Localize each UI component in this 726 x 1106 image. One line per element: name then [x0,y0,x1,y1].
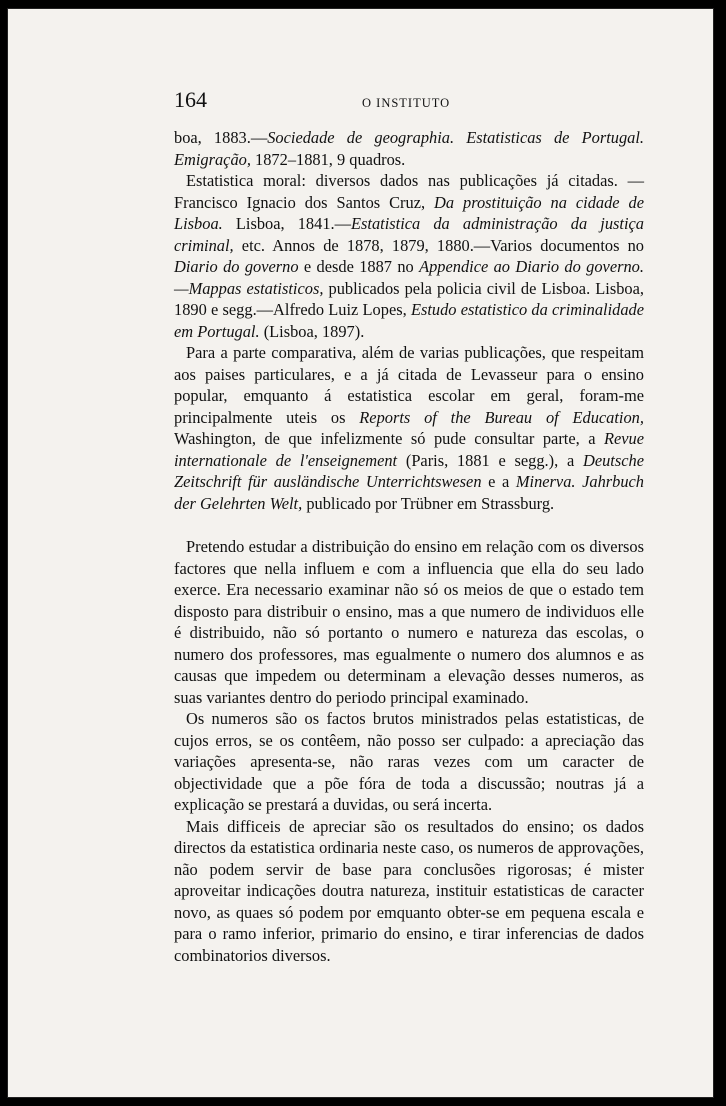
italic-text: Deutsche Zeitschrift für ausländische Unterrichtswesen [174,450,644,491]
paragraph [174,708,644,816]
text-run: (Lisboa, 1897). [259,321,365,341]
book-page [7,8,714,1098]
text-run: Para a parte comparativa, além de varias publicações, que respeitam aos paises particulares, e a já citada de Levasseur para o ensino popular, emquanto á estatistica escolar em geral, foram-me principalmente uteis os [174,343,644,427]
paragraph [174,342,644,514]
text-run: publicados pela policia civil de Lisboa. Lisboa, 1890 e segg.—Alfredo Luiz Lopes, [174,278,644,319]
paragraph [174,127,644,170]
italic-text: Estatistica da administração da justiça criminal, [174,214,644,255]
paragraph [174,170,644,342]
italic-text: Minerva. Jahrbuch der Gelehrten Welt, [174,472,644,513]
running-head: O INSTITUTO [362,96,451,110]
paragraph [174,536,644,708]
text-run: Estatistica moral: diversos dados nas publicações já citadas. —Francisco Ignacio dos Santos Cruz, [174,171,644,212]
italic-text: Estudo estatistico da criminalidade em Portugal. [174,300,644,341]
text-run: etc. Annos de 1878, 1879, 1880.—Varios documentos no [233,235,644,255]
text-run: Pretendo estudar a distribuição do ensino em relação com os diversos factores que nella influem e com a influencia que ella do seu lado exerce. Era necessario examinar não só os meios de que o estado tem disposto para distribuir o ensino, mas a que numero de individuos elle é distribuido, não só portanto o numero e natureza das escolas, o numero dos professores, mas egualmente o numero dos alumnos e as causas que impedem ou determinam a elevação desses numeros, as suas variantes dentro do periodo principal examinado. [174,537,644,707]
text-run: publicado por Trübner em Strassburg. [302,493,555,513]
paragraph [174,816,644,967]
text-run: e a [481,472,516,491]
text-run: Washington, de que infelizmente só pude consultar parte, a [174,429,604,448]
text-run: e desde 1887 no [298,257,420,276]
text-run: Os numeros são os factos brutos ministrados pelas estatisticas, de cujos erros, se os contêem, não posso ser culpado: a apreciação das variações apresenta-se, não raras vezes com um caracter de objectividade que a põe fóra de toda a discussão; noutras já a explicação se prestará a duvidas, ou será incerta. [174,709,644,814]
body-text [174,127,644,966]
page-number: 164 [174,87,207,112]
italic-text: Da prostituição na cidade de Lisboa. [174,192,644,233]
page-header [174,87,644,119]
italic-text: Revue internationale de l'enseignement [174,429,644,470]
text-run: Mais difficeis de apreciar são os resultados do ensino; os dados directos da estatistica ordinaria neste caso, os numeros de approvações, não podem servir de base para conclusões rigorosas; é mister aproveitar indicações doutra natureza, instituir estatisticas de caracter novo, as quaes só podem por emquanto obter-se em pequena escala e para o ramo inferior, primario do ensino, e tirar inferencias de dados combinatorios diversos. [174,816,644,965]
italic-text: Sociedade de geographia. Estatisticas de Portugal. Emigração, [174,128,644,169]
text-run: (Paris, 1881 e segg.), a [397,450,583,470]
italic-text: Appendice ao Diario do governo.—Mappas estatisticos, [174,257,644,298]
italic-text: Reports of the Bureau of Education, [359,407,644,427]
text-run: Lisboa, 1841.— [222,214,352,233]
text-run: boa, 1883.— [174,128,268,147]
text-run: 1872–1881, 9 quadros. [250,149,406,169]
italic-text: Diario do governo [174,257,299,276]
